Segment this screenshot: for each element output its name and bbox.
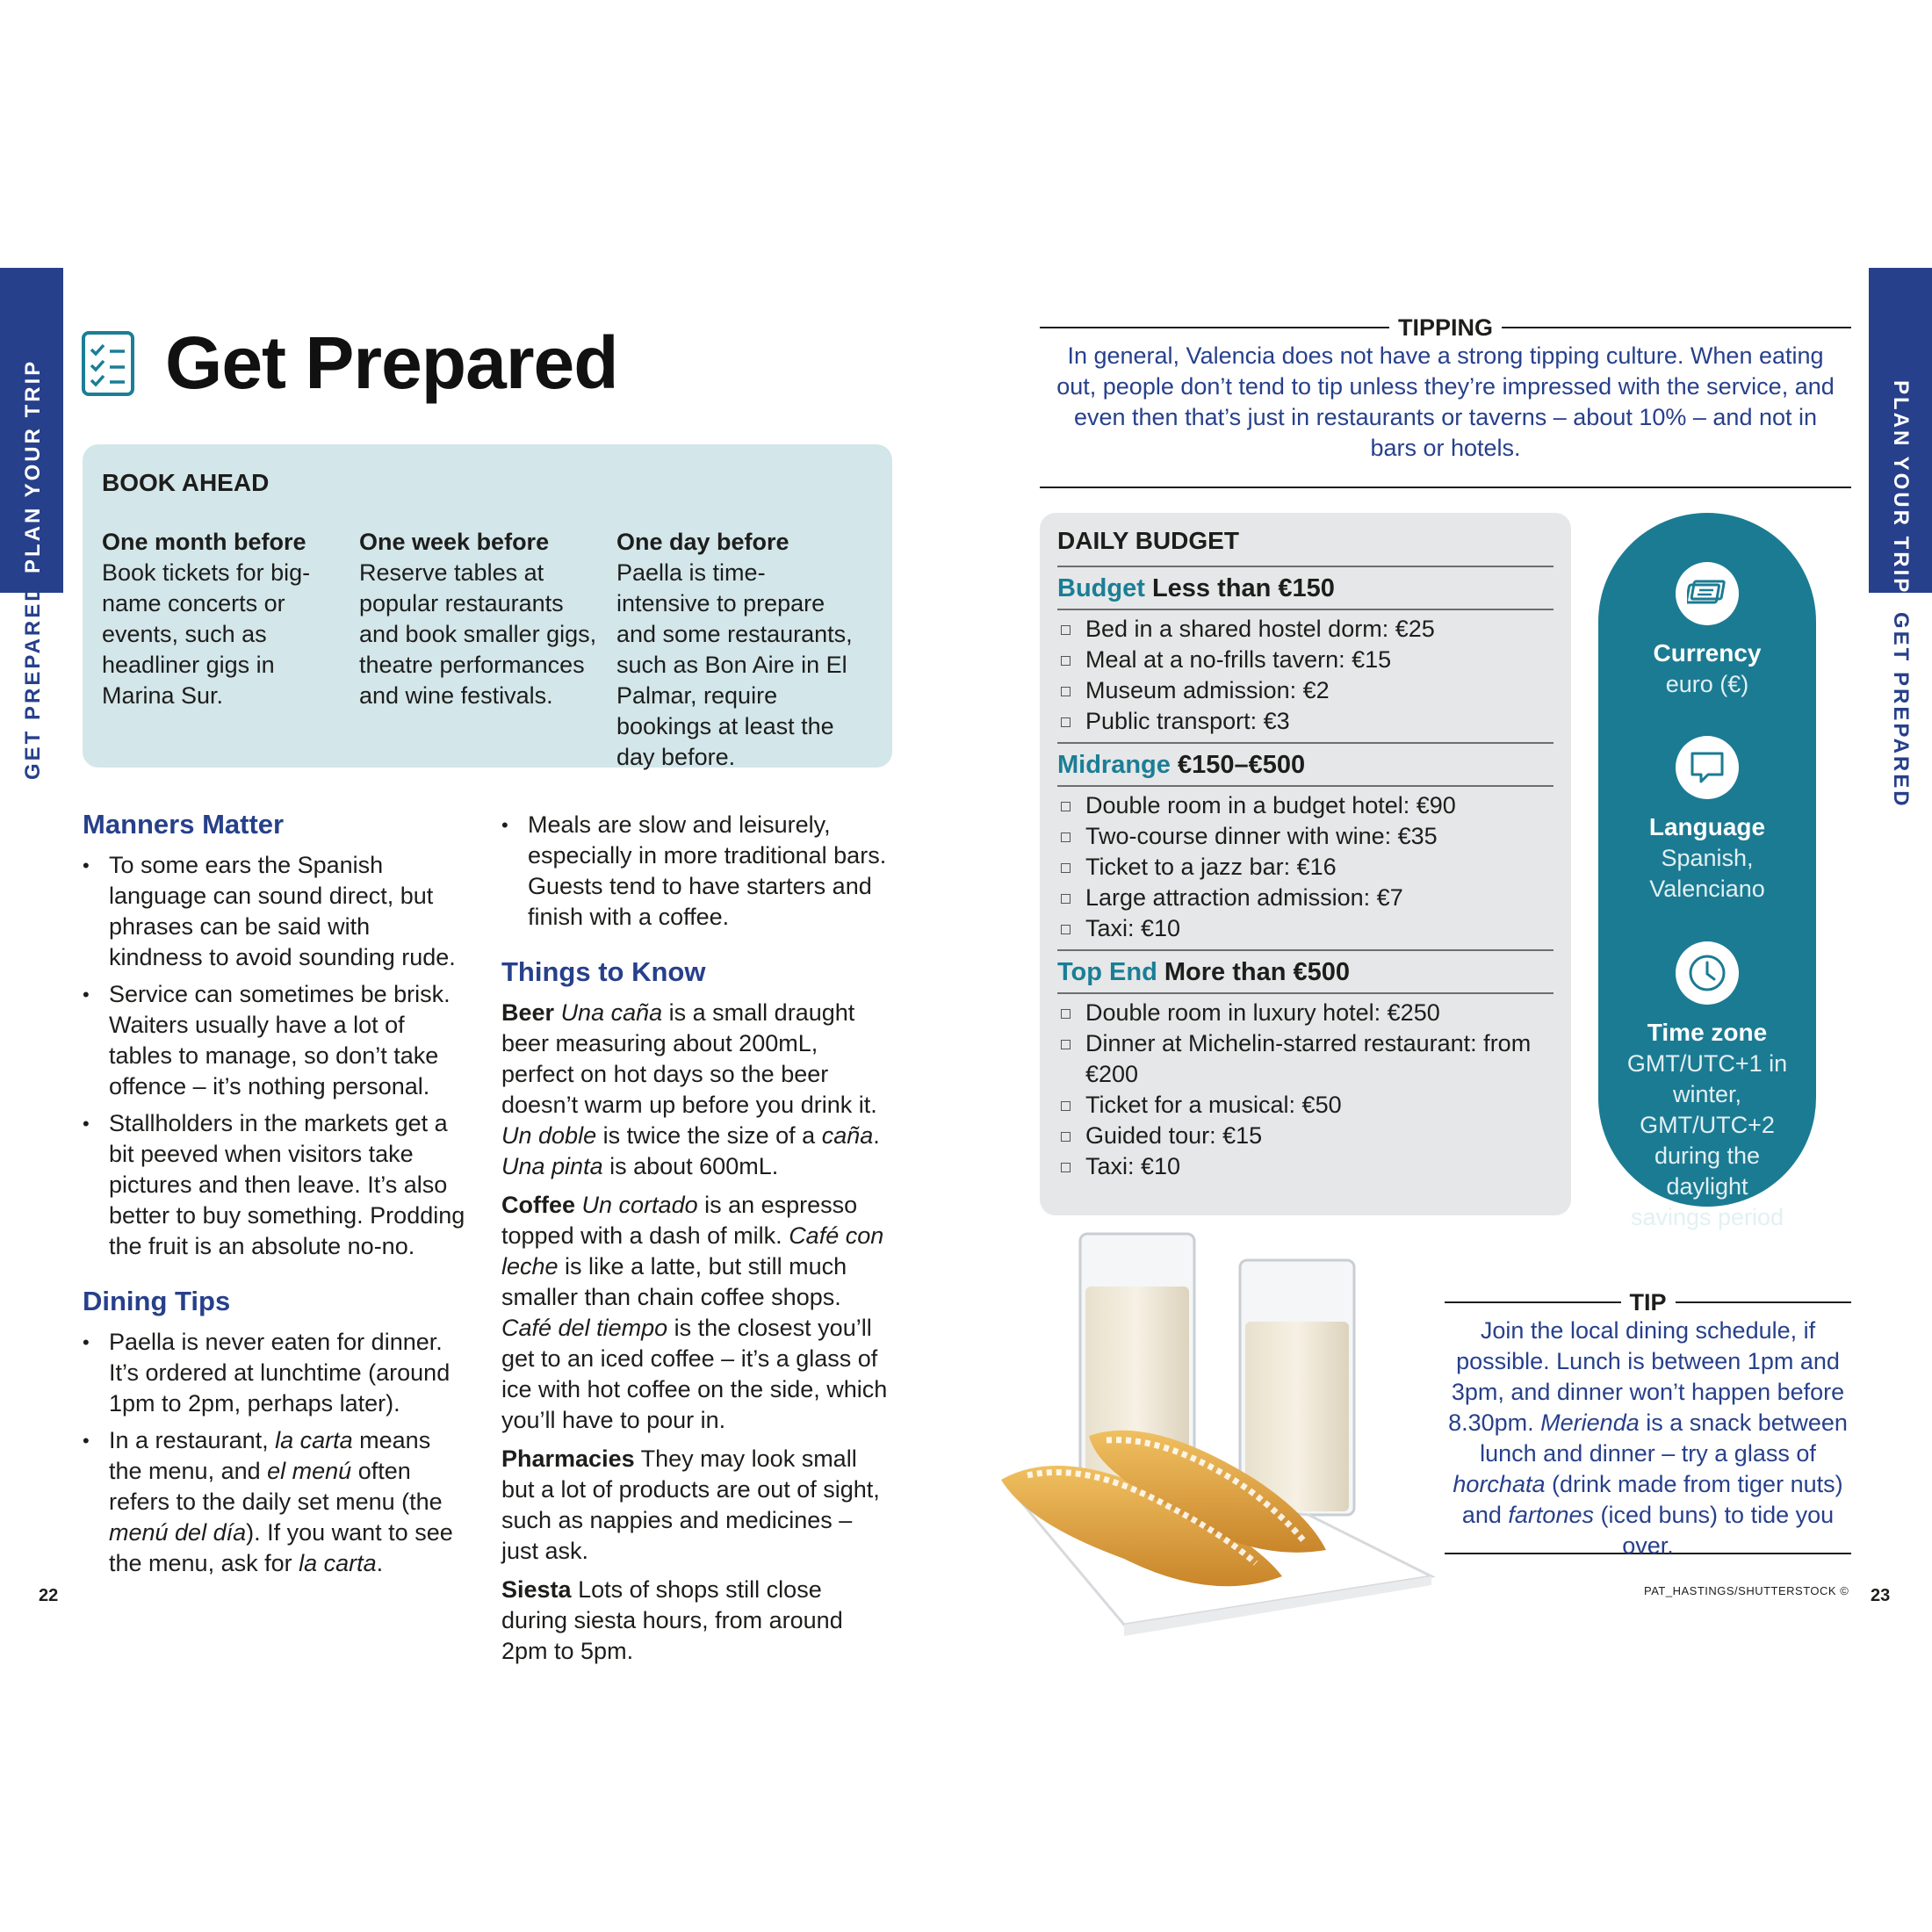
list-item: Double room in a budget hotel: €90 xyxy=(1057,790,1554,821)
dining-title: Dining Tips xyxy=(83,1286,231,1316)
timezone-value: GMT/UTC+1 in winter, GMT/UTC+2 during the daylight savings period xyxy=(1626,1050,1788,1230)
pharmacies-paragraph: Pharmacies They may look small but a lot of products are out of sight, such as nappies and medicines – just ask. xyxy=(501,1445,880,1564)
language-info xyxy=(1598,736,1816,905)
page-number-right: 23 xyxy=(1871,1586,1891,1605)
tipping-heading: TIPPING xyxy=(1398,314,1494,341)
list-item: • Meals are slow and leisurely, especially in more traditional bars. Guests tend to have starters and finish with a coffee. xyxy=(501,810,892,933)
currency-info xyxy=(1598,562,1816,700)
book-ahead-text: Paella is time-intensive to prepare and some restaurants, such as Bon Aire in El Palmar, require bookings at least the day before. xyxy=(616,559,853,770)
side-tab-section-label: GET PREPARED xyxy=(1889,612,1913,809)
coffee-paragraph: Coffee Un cortado is an espresso topped with a dash of milk. Café con leche is like a latte, but still much smaller than chain coffee shops. Café del tiempo is the closest you’ll get to an iced coffee – it’s a glass of ice with hot coffee on the side, which you’ll have to pour in. xyxy=(501,1192,888,1433)
siesta-paragraph: Siesta Lots of shops still close during siesta hours, from around 2pm to 5pm. xyxy=(501,1576,843,1664)
top-end-tier-heading: Top End More than €500 xyxy=(1057,949,1554,994)
midrange-tier-heading: Midrange €150–€500 xyxy=(1057,742,1554,787)
middle-column xyxy=(501,810,892,1675)
book-ahead-label: One month before xyxy=(102,529,306,555)
list-item: Dinner at Michelin-starred restaurant: from €200 xyxy=(1057,1028,1554,1090)
info-pill xyxy=(1598,513,1816,1230)
tip-text: Join the local dining schedule, if possible. Lunch is between 1pm and 3pm, and dinner won’t happen before 8.30pm. Merienda is a snack between lunch and dinner – try a glass of horchata (drink made from tiger nuts) and fartones (iced buns) to tide you over. xyxy=(1448,1317,1848,1559)
list-item: Ticket for a musical: €50 xyxy=(1057,1090,1554,1121)
dining-list-continued xyxy=(501,810,892,933)
top-end-tier-list xyxy=(1057,998,1554,1182)
banknote-icon xyxy=(1676,562,1739,625)
tipping-box xyxy=(1040,314,1851,488)
currency-value: euro (€) xyxy=(1665,671,1749,697)
checklist-icon xyxy=(81,330,135,397)
list-item: Large attraction admission: €7 xyxy=(1057,883,1554,913)
language-label: Language xyxy=(1648,813,1766,840)
list-item: Taxi: €10 xyxy=(1057,1151,1554,1182)
list-item: Museum admission: €2 xyxy=(1057,675,1554,706)
book-ahead-item xyxy=(359,527,616,773)
page-title: Get Prepared xyxy=(165,321,618,404)
side-tab-plan-label: PLAN YOUR TRIP xyxy=(1889,380,1913,595)
tip-box xyxy=(1445,1288,1851,1559)
manners-title: Manners Matter xyxy=(83,809,285,840)
book-ahead-text: Reserve tables at popular restaurants and book smaller gigs, theatre performances and wine festivals. xyxy=(359,559,597,709)
speech-bubble-icon xyxy=(1676,736,1739,799)
beer-paragraph: Beer Una caña is a small draught beer measuring about 200mL, perfect on hot days so the beer doesn’t warm up before you drink it. Un doble is twice the size of a caña. Una pinta is about 600mL. xyxy=(501,999,880,1179)
list-item: Taxi: €10 xyxy=(1057,913,1554,944)
budget-tier-list xyxy=(1057,614,1554,737)
dining-list xyxy=(83,1327,469,1579)
side-tab-section-label: GET PREPARED xyxy=(21,583,45,780)
book-ahead-item xyxy=(616,527,874,773)
list-item: • Stallholders in the markets get a bit peeved when visitors take pictures and then leave. It’s also better to buy something. Prodding the fruit is an absolute no-no. xyxy=(83,1108,469,1262)
list-item: Double room in luxury hotel: €250 xyxy=(1057,998,1554,1028)
book-ahead-text: Book tickets for big-name concerts or events, such as headliner gigs in Marina Sur. xyxy=(102,559,311,709)
timezone-label: Time zone xyxy=(1647,1019,1768,1046)
page-number-left: 22 xyxy=(39,1586,59,1605)
things-title: Things to Know xyxy=(501,956,706,987)
list-item: Two-course dinner with wine: €35 xyxy=(1057,821,1554,852)
currency-label: Currency xyxy=(1653,639,1762,667)
manners-list xyxy=(83,850,469,1262)
page-header xyxy=(81,321,618,406)
list-item: Meal at a no-frills tavern: €15 xyxy=(1057,645,1554,675)
budget-heading: DAILY BUDGET xyxy=(1057,527,1239,554)
left-column xyxy=(83,808,469,1585)
side-tab-right xyxy=(1869,268,1932,809)
list-item: • Service can sometimes be brisk. Waiters usually have a lot of tables to manage, so don’t take offence – it’s nothing personal. xyxy=(83,979,469,1102)
side-tab-plan-label: PLAN YOUR TRIP xyxy=(21,358,45,573)
list-item: Guided tour: €15 xyxy=(1057,1121,1554,1151)
photo-credit: PAT_HASTINGS/SHUTTERSTOCK © xyxy=(1644,1584,1849,1597)
clock-icon xyxy=(1676,941,1739,1005)
list-item: Ticket to a jazz bar: €16 xyxy=(1057,852,1554,883)
list-item: Bed in a shared hostel dorm: €25 xyxy=(1057,614,1554,645)
side-tab-left xyxy=(0,268,63,780)
list-item: Public transport: €3 xyxy=(1057,706,1554,737)
budget-tier-heading: Budget Less than €150 xyxy=(1057,566,1554,610)
book-ahead-label: One day before xyxy=(616,529,789,555)
book-ahead-heading: BOOK AHEAD xyxy=(102,469,270,496)
book-ahead-item xyxy=(102,527,359,773)
list-item: • To some ears the Spanish language can sound direct, but phrases can be said with kindness to avoid sounding rude. xyxy=(83,850,469,973)
book-ahead-box xyxy=(83,444,892,768)
list-item: • Paella is never eaten for dinner. It’s ordered at lunchtime (around 1pm to 2pm, perhaps later). xyxy=(83,1327,469,1419)
list-item: • In a restaurant, la carta means the menu, and el menú often refers to the daily set menu (the menú del día). If you want to see the menu, ask for la carta. xyxy=(83,1425,469,1579)
horchata-fartons-photo xyxy=(992,1225,1440,1638)
language-value: Spanish, Valenciano xyxy=(1649,845,1765,902)
timezone-info xyxy=(1598,941,1816,1233)
midrange-tier-list xyxy=(1057,790,1554,944)
daily-budget-box xyxy=(1040,513,1571,1215)
book-ahead-label: One week before xyxy=(359,529,550,555)
tipping-text: In general, Valencia does not have a strong tipping culture. When eating out, people don’t tend to tip unless they’re impressed with the service, and even then that’s just in restaurants or taverns – about 10% – and not in bars or hotels. xyxy=(1056,342,1835,461)
tip-heading: TIP xyxy=(1629,1288,1667,1316)
